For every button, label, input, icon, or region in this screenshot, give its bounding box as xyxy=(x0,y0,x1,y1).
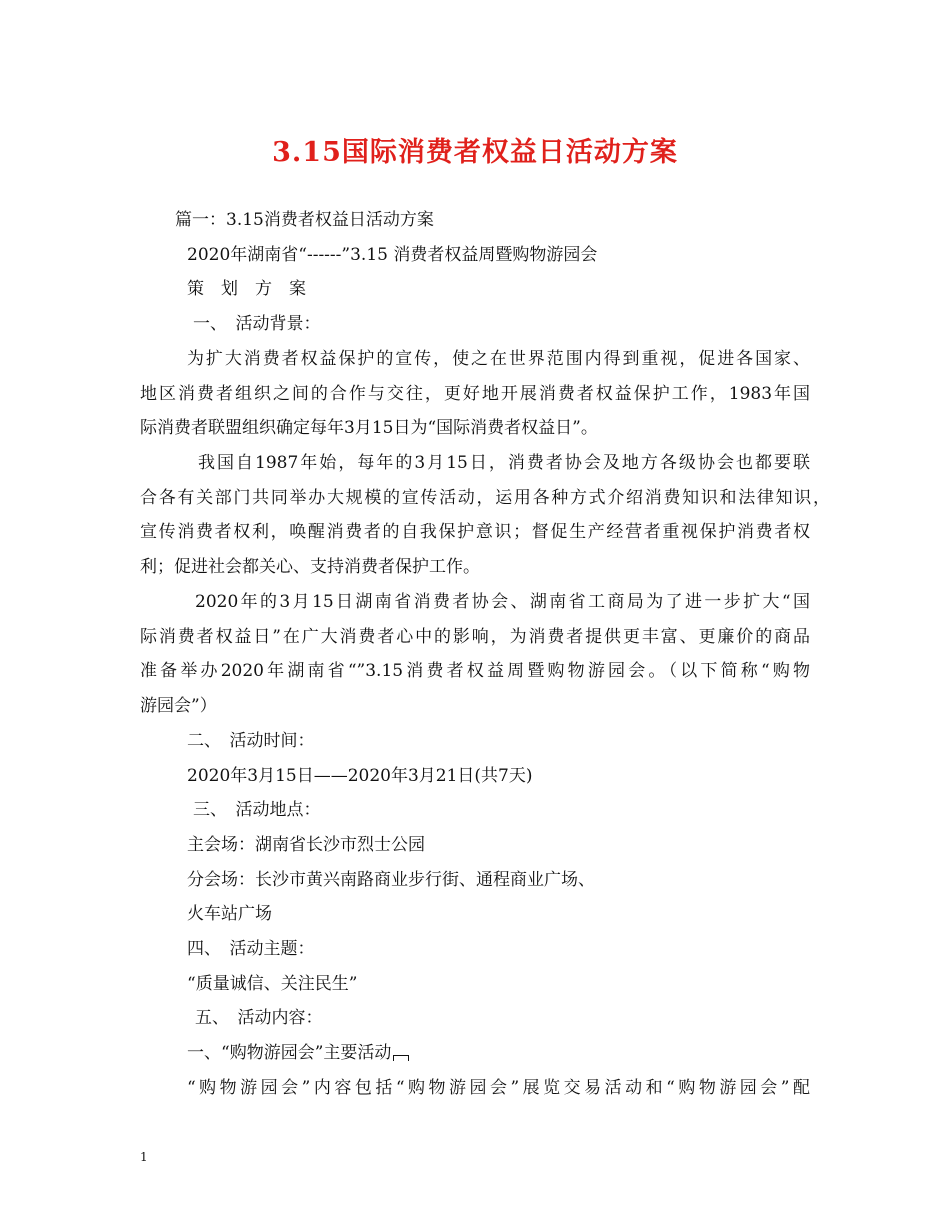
text-line: 我国自1987年始，每年的3月15日，消费者协会及地方各级协会也都要联 xyxy=(198,453,810,473)
text-line: 利；促进社会都关心、支持消费者保护工作。 xyxy=(140,557,480,577)
text-line: 火车站广场 xyxy=(187,904,272,924)
page-number: 1 xyxy=(140,1150,148,1164)
section-heading: 四、 活动主题： xyxy=(187,939,315,959)
text-line: 2020年的3月15日湖南省消费者协会、湖南省工商局为了进一步扩大“国 xyxy=(195,592,810,612)
text-line: 际消费者权益日”在广大消费者心中的影响，为消费者提供更丰富、更廉价的商品 xyxy=(140,627,810,647)
text-line: 合各有关部门共同举办大规模的宣传活动，运用各种方式介绍消费知识和法律知识， xyxy=(140,488,830,508)
document-title: 3.15国际消费者权益日活动方案 xyxy=(272,137,678,168)
text-line: 策 划 方 案 xyxy=(187,279,306,299)
text-line: 准备举办2020年湖南省“”3.15消费者权益周暨购物游园会。（以下简称“购物 xyxy=(140,661,810,681)
text-line: 际消费者联盟组织确定每年3月15日为“国际消费者权益日”。 xyxy=(140,418,598,438)
text-line: 为扩大消费者权益保护的宣传，使之在世界范围内得到重视，促进各国家、 xyxy=(187,349,810,369)
text-line: “购物游园会”内容包括“购物游园会”展览交易活动和“购物游园会”配 xyxy=(187,1078,810,1098)
text-line: 2020年3月15日——2020年3月21日(共7天) xyxy=(187,766,533,786)
section-heading: 二、 活动时间： xyxy=(187,731,315,751)
text-line: 分会场：长沙市黄兴南路商业步行街、通程商业广场、 xyxy=(187,870,595,890)
text-line: 2020年湖南省“------”3.15 消费者权益周暨购物游园会 xyxy=(187,245,598,265)
text-line: 主会场：湖南省长沙市烈士公园 xyxy=(187,835,425,855)
section-heading: 一、 活动背景： xyxy=(193,314,321,334)
section-heading: 五、 活动内容： xyxy=(195,1008,323,1028)
bracket-mark-icon xyxy=(393,1055,409,1061)
text-line: “质量诚信、关注民生” xyxy=(187,974,358,994)
text-line: 地区消费者组织之间的合作与交往，更好地开展消费者权益保护工作，1983年国 xyxy=(140,384,810,404)
sub-heading-text: 一、“购物游园会”主要活动 xyxy=(187,1043,392,1063)
section-heading: 篇一：3.15消费者权益日活动方案 xyxy=(175,210,434,230)
sub-heading-line xyxy=(187,1041,409,1065)
text-line: 宣传消费者权利，唤醒消费者的自我保护意识；督促生产经营者重视保护消费者权 xyxy=(140,522,810,542)
section-heading: 三、 活动地点： xyxy=(193,800,321,820)
text-line: 游园会”） xyxy=(140,696,217,716)
